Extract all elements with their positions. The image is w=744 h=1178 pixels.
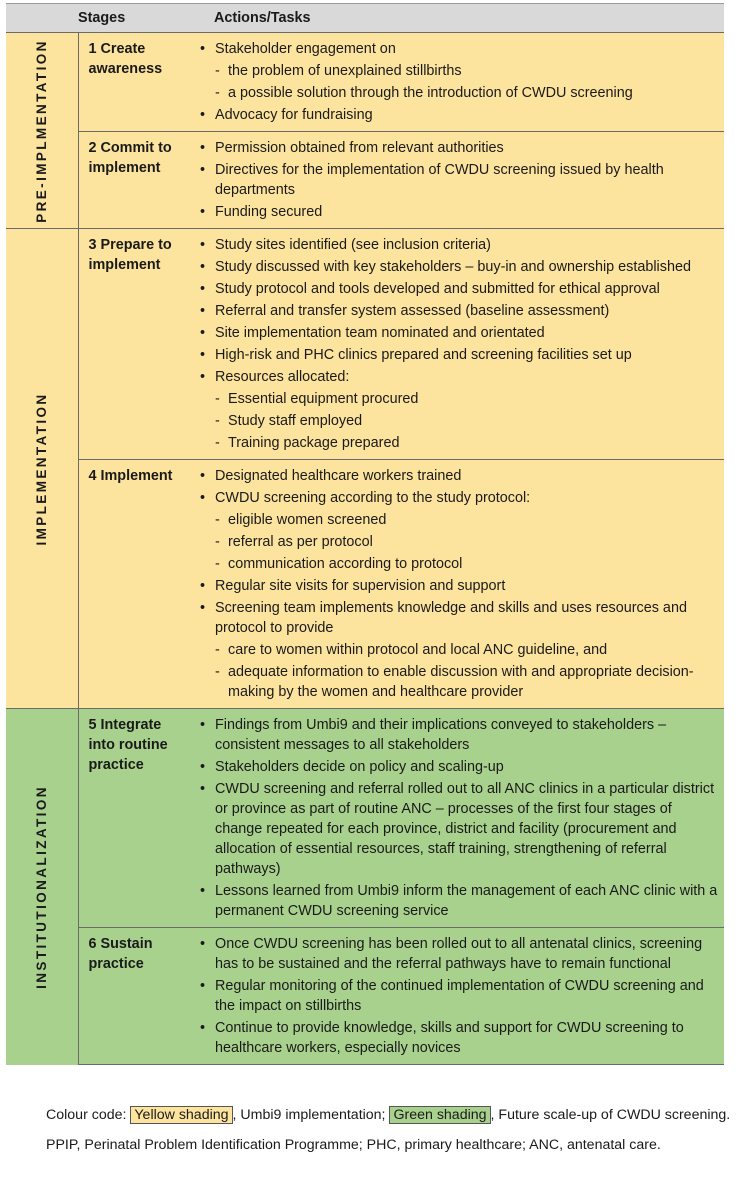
task-item: • Once CWDU screening has been rolled out to all antenatal clinics, screening has to be sustained and the referral pathways have to remain functional (194, 934, 718, 974)
sub-task-item: - Study staff employed (194, 411, 718, 431)
stage-name-line: 1 Create (88, 41, 146, 57)
phase-label: IMPLEMENTATION (33, 391, 49, 546)
stage-name-line: 3 Prepare to (88, 237, 172, 253)
stage-tasks (194, 33, 724, 132)
header-actions: Actions/Tasks (194, 4, 724, 33)
stage-name-line: implement (88, 160, 161, 176)
task-item: • Funding secured (194, 202, 718, 222)
stage-tasks (194, 928, 724, 1065)
stage-tasks (194, 229, 724, 460)
task-item: • Permission obtained from relevant authorities (194, 138, 718, 158)
stage-name-line: 5 Integrate (88, 717, 162, 733)
stage-name-line: into routine (88, 737, 168, 753)
task-item: • Regular monitoring of the continued implementation of CWDU screening and the impact on stillbirths (194, 976, 718, 1016)
table-row (6, 460, 724, 709)
green-shading-swatch: Green shading (389, 1106, 490, 1124)
green-shading-desc: , Future scale-up of CWDU screening. (490, 1107, 731, 1123)
phase-implementation (6, 229, 78, 709)
stage-name-line: 2 Commit to (88, 140, 172, 156)
table-row (6, 33, 724, 132)
task-item: • Screening team implements knowledge and skills and uses resources and protocol to provide (194, 598, 718, 638)
stage-name (78, 709, 194, 928)
task-item: • Advocacy for fundraising (194, 105, 718, 125)
stage-name (78, 460, 194, 709)
task-item: • Study protocol and tools developed and submitted for ethical approval (194, 279, 718, 299)
task-item: • Lessons learned from Umbi9 inform the management of each ANC clinic with a permanent CWDU screening service (194, 881, 718, 921)
stage-name-line: practice (88, 956, 144, 972)
table-row (6, 132, 724, 229)
abbreviations-note: PPIP, Perinatal Problem Identification Programme; PHC, primary healthcare; ANC, antenatal care. (46, 1137, 661, 1153)
stage-name (78, 33, 194, 132)
phase-label: PRE-IMPLMENTATION (33, 38, 49, 223)
stage-name-line: practice (88, 757, 144, 773)
colour-code-note (46, 1105, 736, 1125)
sub-task-item: - care to women within protocol and local ANC guideline, and (194, 640, 718, 660)
table-notes (46, 1105, 736, 1165)
sub-task-item: - Training package prepared (194, 433, 718, 453)
task-item: • Resources allocated: (194, 367, 718, 387)
task-item: • CWDU screening according to the study protocol: (194, 488, 718, 508)
stage-name-line: 4 Implement (88, 468, 173, 484)
stage-tasks (194, 132, 724, 229)
task-item: • Stakeholders decide on policy and scaling-up (194, 757, 718, 777)
colour-code-prefix: Colour code: (46, 1107, 131, 1123)
stage-name-line: 6 Sustain (88, 936, 153, 952)
phase-institutionalization (6, 709, 78, 1065)
phase-label: INSTITUTIONALIZATION (33, 784, 49, 989)
task-item: • Continue to provide knowledge, skills and support for CWDU screening to healthcare workers, especially novices (194, 1018, 718, 1058)
table-row (6, 709, 724, 928)
sub-task-item: - referral as per protocol (194, 532, 718, 552)
stage-tasks (194, 460, 724, 709)
task-item: • Directives for the implementation of CWDU screening issued by health departments (194, 160, 718, 200)
task-item: • Referral and transfer system assessed (baseline assessment) (194, 301, 718, 321)
task-item: • Study sites identified (see inclusion criteria) (194, 235, 718, 255)
task-item: • High-risk and PHC clinics prepared and screening facilities set up (194, 345, 718, 365)
stage-name (78, 229, 194, 460)
stage-tasks (194, 709, 724, 928)
sub-task-item: - a possible solution through the introduction of CWDU screening (194, 83, 718, 103)
sub-task-item: - Essential equipment procured (194, 389, 718, 409)
stage-name-line: implement (88, 257, 161, 273)
stage-name (78, 132, 194, 229)
task-item: • Regular site visits for supervision and support (194, 576, 718, 596)
table-row (6, 928, 724, 1065)
sub-task-item: - the problem of unexplained stillbirths (194, 61, 718, 81)
task-item: • Findings from Umbi9 and their implications conveyed to stakeholders – consistent messages to all stakeholders (194, 715, 718, 755)
task-item: • Site implementation team nominated and orientated (194, 323, 718, 343)
stage-name (78, 928, 194, 1065)
phase-pre-implementation (6, 33, 78, 229)
header-stages: Stages (78, 4, 194, 33)
task-item: • Study discussed with key stakeholders – buy-in and ownership established (194, 257, 718, 277)
sub-task-item: - eligible women screened (194, 510, 718, 530)
stages-table (6, 3, 724, 1065)
sub-task-item: - adequate information to enable discussion with and appropriate decision-making by the women and healthcare provider (194, 662, 718, 702)
yellow-shading-swatch: Yellow shading (130, 1106, 232, 1124)
task-item: • Stakeholder engagement on (194, 39, 718, 59)
task-item: • CWDU screening and referral rolled out to all ANC clinics in a particular district or province as part of routine ANC – processes of the first four stages of change repeated for each province, district and facility (procurement and allocation of essential resources, staff training, strengthening of referral pathways) (194, 779, 718, 879)
table-header (6, 4, 724, 33)
stage-name-line: awareness (88, 61, 163, 77)
table-row (6, 229, 724, 460)
yellow-shading-desc: , Umbi9 implementation; (232, 1107, 390, 1123)
task-item: • Designated healthcare workers trained (194, 466, 718, 486)
sub-task-item: - communication according to protocol (194, 554, 718, 574)
header-blank (6, 4, 78, 33)
